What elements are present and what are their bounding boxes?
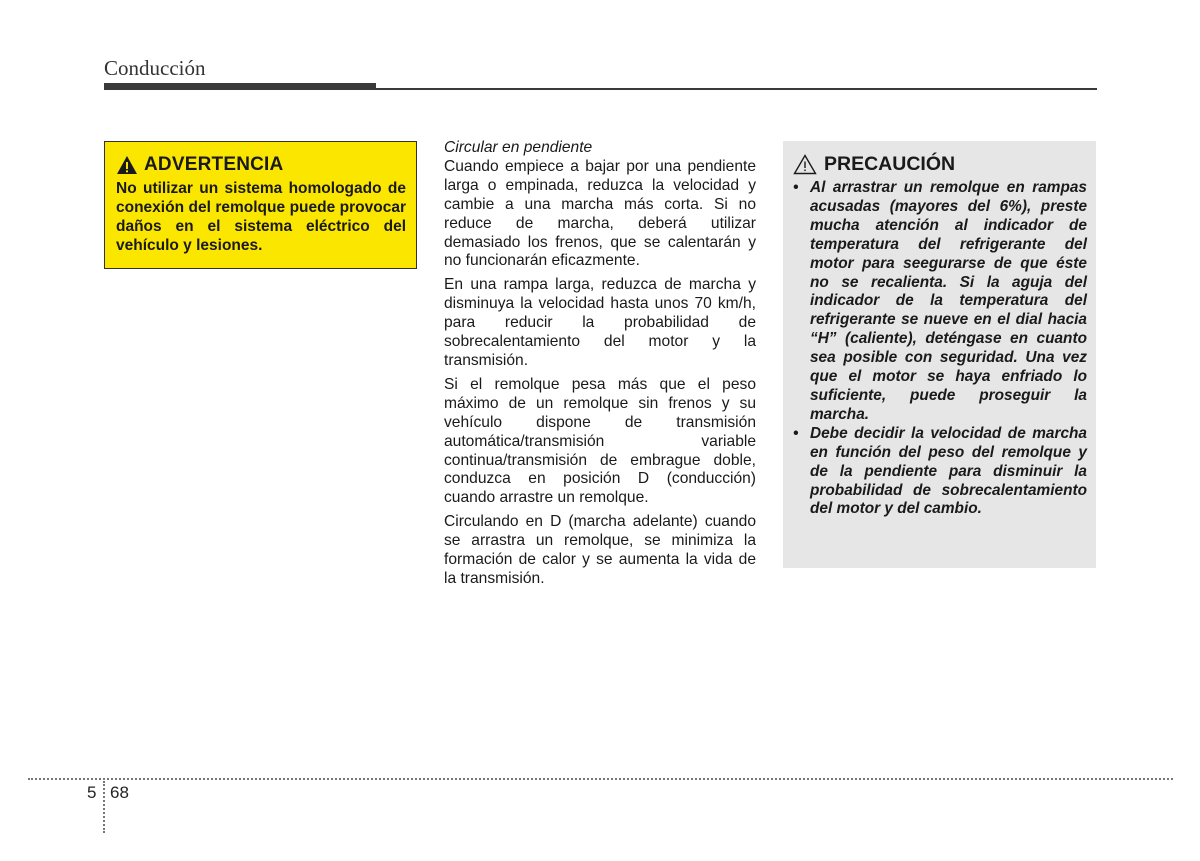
caution-title: PRECAUCIÓN (824, 153, 956, 175)
caution-box (783, 141, 1096, 568)
chapter-number: 5 (87, 783, 97, 802)
footer-divider (28, 778, 1173, 780)
list-item (793, 179, 1087, 425)
caution-triangle-icon (793, 154, 817, 175)
page-number: 68 (110, 783, 129, 802)
paragraph: Si el remolque pesa más que el peso máximo de un remolque sin frenos y su vehículo dispone de transmisión automática/transmisión variable continua/transmisión de embrague doble, conduzca en posición D (conducción) cuando arrastre un remolque. (444, 375, 756, 507)
warning-text: No utilizar un sistema homologado de conexión del remolque puede provocar daños en el sistema eléctrico del vehículo y lesiones. (116, 180, 406, 254)
warning-title: ADVERTENCIA (144, 154, 284, 175)
warning-triangle-icon (116, 155, 138, 175)
section-subheading: Circular en pendiente (444, 139, 593, 156)
caution-header (793, 153, 1087, 176)
paragraph: En una rampa larga, reduzca de marcha y disminuya la velocidad hasta unos 70 km/h, para reducir la probabilidad de sobrecalentamiento del motor y la transmisión. (444, 276, 756, 369)
warning-header (116, 154, 406, 176)
footer-vertical-divider (103, 781, 105, 833)
caution-list (793, 179, 1087, 519)
main-column (444, 139, 756, 594)
bullet: • (793, 424, 799, 442)
header-rule (104, 88, 1097, 90)
list-item (793, 425, 1087, 520)
bullet: • (793, 179, 799, 196)
caution-item-text: Al arrastrar un remolque en rampas acusadas (mayores del 6%), preste mucha atención al indicador de temperatura del refrigerante del motor para seegurarse de que éste no se recalienta. Si la aguja del indicador de la temperatura del refrigerante se nueve en el dial hacia “H” (caliente), deténgase en cuanto sea posible con seguridad. Una vez que el motor se haya enfriado lo suficiente, puede proseguir la marcha. (810, 179, 1087, 423)
paragraph: Cuando empiece a bajar por una pendiente larga o empinada, reduzca la velocidad y cambie a una marcha más corta. Si no reduce de marcha, deberá utilizar demasiado los frenos, que se calentarán y no funcionarán eficazmente. (444, 157, 756, 270)
caution-item-text: Debe decidir la velocidad de marcha en función del peso del remolque y de la pendiente para disminuir la probabilidad de sobrecalentamiento del motor y del cambio. (810, 424, 1087, 518)
warning-box (104, 141, 417, 269)
paragraph: Circulando en D (marcha adelante) cuando se arrastra un remolque, se minimiza la formación de calor y se aumenta la vida de la transmisión. (444, 513, 756, 587)
page-title: Conducción (104, 56, 206, 80)
